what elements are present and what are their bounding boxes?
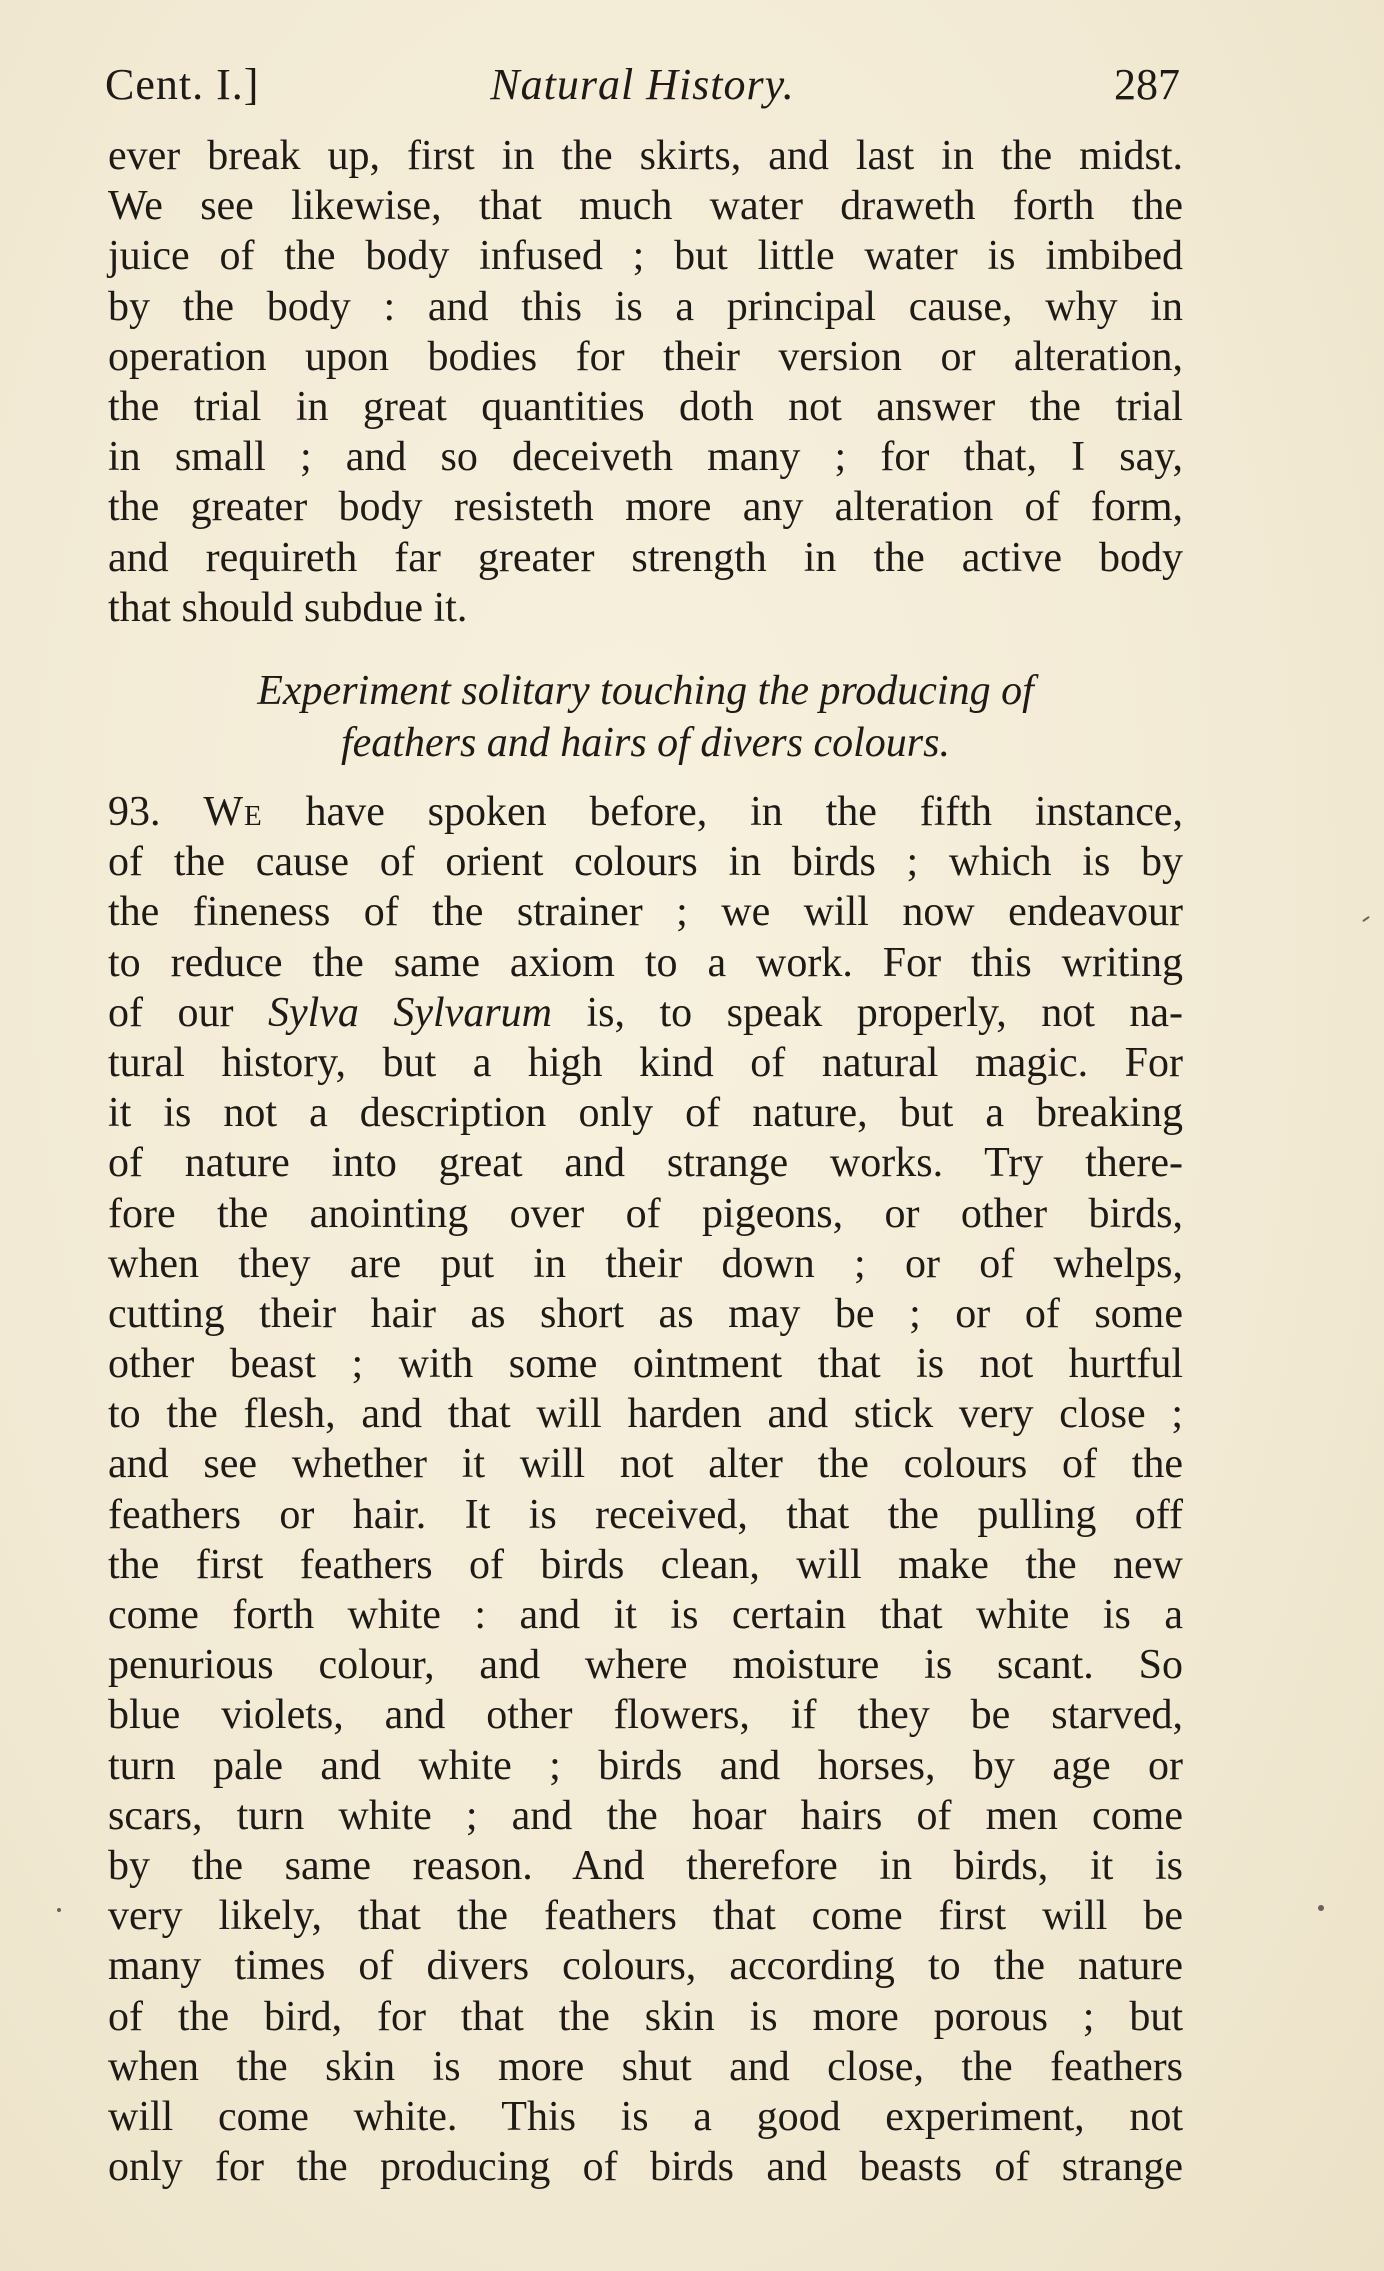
experiment-heading bbox=[108, 665, 1183, 769]
text-line: will come white. This is a good experiment, not bbox=[108, 2093, 1183, 2140]
text-line: ever break up, first in the skirts, and last in the midst. bbox=[108, 133, 1183, 179]
first-line-rest: have spoken before, in the fifth instance, bbox=[305, 789, 1183, 835]
text-line: feathers or hair. It is received, that the pulling off bbox=[108, 1491, 1183, 1538]
text-line: many times of divers colours, according to the nature bbox=[108, 1943, 1183, 1990]
paragraph-continued bbox=[108, 131, 1183, 633]
page-number: 287 bbox=[1114, 60, 1180, 109]
text-line: the fineness of the strainer ; we will now endeavour bbox=[108, 889, 1183, 936]
text-line: by the same reason. And therefore in birds, it is bbox=[108, 1842, 1183, 1889]
line-fragment: is, to speak properly, not na- bbox=[586, 989, 1184, 1036]
book-title-italic: Sylva Sylvarum bbox=[267, 989, 552, 1036]
text-line: tural history, but a high kind of natural magic. For bbox=[108, 1039, 1183, 1086]
section-label: Cent. I.] bbox=[105, 60, 260, 109]
text-line: penurious colour, and where moisture is scant. So bbox=[108, 1642, 1183, 1689]
text-line: and see whether it will not alter the colours of the bbox=[108, 1441, 1183, 1488]
text-line: of the bird, for that the skin is more porous ; but bbox=[108, 1993, 1183, 2040]
paper-speck bbox=[1362, 916, 1370, 922]
dropcap-word: We bbox=[203, 789, 263, 835]
text-line: cutting their hair as short as may be ; or of some bbox=[108, 1290, 1183, 1337]
text-line: the greater body resisteth more any alteration of form, bbox=[108, 484, 1183, 531]
text-line: when they are put in their down ; or of whelps, bbox=[108, 1240, 1183, 1287]
text-line: to the flesh, and that will harden and stick very close ; bbox=[108, 1391, 1183, 1438]
text-line: blue violets, and other flowers, if they be starved, bbox=[108, 1692, 1183, 1739]
text-line: come forth white : and it is certain that white is a bbox=[108, 1592, 1183, 1638]
text-line: it is not a description only of nature, but a breaking bbox=[108, 1090, 1183, 1137]
text-line: and requireth far greater strength in the active body bbox=[108, 534, 1183, 581]
heading-line: feathers and hairs of divers colours. bbox=[341, 720, 950, 766]
text-line: when the skin is more shut and close, the feathers bbox=[108, 2043, 1183, 2090]
text-line: to reduce the same axiom to a work. For this writing bbox=[108, 939, 1183, 986]
paper-speck bbox=[1318, 1905, 1324, 1911]
text-line: of the cause of orient colours in birds ; which is by bbox=[108, 839, 1183, 886]
text-line: We see likewise, that much water draweth forth the bbox=[108, 183, 1183, 230]
paragraph-93 bbox=[108, 787, 1183, 2192]
text-line: juice of the body infused ; but little water is imbibed bbox=[108, 233, 1183, 280]
text-line: turn pale and white ; birds and horses, by age or bbox=[108, 1742, 1183, 1789]
text-line: fore the anointing over of pigeons, or other birds, bbox=[108, 1190, 1183, 1237]
paragraph-number: 93. bbox=[108, 789, 161, 835]
text-line: the first feathers of birds clean, will make the new bbox=[108, 1541, 1183, 1588]
heading-line: Experiment solitary touching the producing of bbox=[257, 668, 1034, 714]
text-line: other beast ; with some ointment that is not hurtful bbox=[108, 1341, 1183, 1388]
text-line: operation upon bodies for their version or alteration, bbox=[108, 333, 1183, 380]
text-line: only for the producing of birds and beasts of strange bbox=[108, 2144, 1183, 2191]
line-fragment: of our bbox=[108, 989, 234, 1036]
text-line: scars, turn white ; and the hoar hairs of men come bbox=[108, 1792, 1183, 1839]
text-line: the trial in great quantities doth not answer the trial bbox=[108, 383, 1183, 430]
text-line: by the body : and this is a principal cause, why in bbox=[108, 283, 1183, 330]
text-line: that should subdue it. bbox=[108, 584, 468, 631]
paper-speck bbox=[57, 1908, 61, 1912]
text-line: of nature into great and strange works. Try there- bbox=[108, 1140, 1183, 1187]
running-title: Natural History. bbox=[490, 60, 795, 109]
text-line: in small ; and so deceiveth many ; for that, I say, bbox=[108, 434, 1183, 481]
text-line: very likely, that the feathers that come first will be bbox=[108, 1893, 1183, 1940]
running-header bbox=[105, 55, 1180, 115]
text-line-with-italic bbox=[108, 988, 1183, 1038]
text-line-first bbox=[108, 787, 1183, 837]
